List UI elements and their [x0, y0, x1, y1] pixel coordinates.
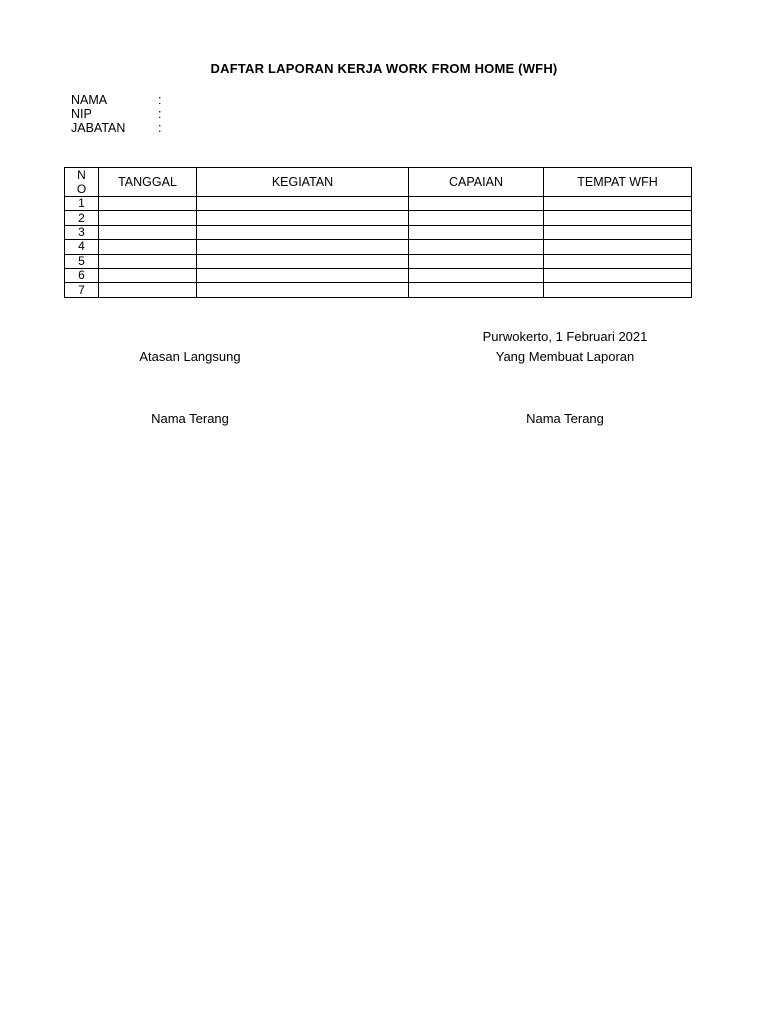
cell-tanggal: [99, 283, 197, 297]
cell-kegiatan: [197, 197, 409, 211]
field-separator: :: [158, 107, 162, 121]
table-row: [65, 268, 692, 282]
cell-capaian: [409, 197, 544, 211]
cell-tanggal: [99, 211, 197, 225]
cell-kegiatan: [197, 240, 409, 254]
field-label-nip: NIP: [71, 107, 92, 121]
cell-tempat-wfh: [544, 268, 692, 282]
table-row: [65, 240, 692, 254]
row-number: 4: [65, 240, 99, 254]
cell-capaian: [409, 254, 544, 268]
cell-kegiatan: [197, 254, 409, 268]
table-row: [65, 211, 692, 225]
field-label-nama: NAMA: [71, 93, 108, 107]
column-header-tempat-wfh: TEMPAT WFH: [544, 168, 692, 197]
cell-tempat-wfh: [544, 197, 692, 211]
column-header-tanggal: TANGGAL: [99, 168, 197, 197]
column-header-no-line1: N: [77, 168, 86, 182]
cell-tempat-wfh: [544, 283, 692, 297]
left-signatory-role: Atasan Langsung: [139, 349, 241, 364]
cell-capaian: [409, 211, 544, 225]
cell-tanggal: [99, 197, 197, 211]
cell-kegiatan: [197, 283, 409, 297]
cell-kegiatan: [197, 225, 409, 239]
field-nama: [71, 94, 271, 107]
cell-tanggal: [99, 268, 197, 282]
field-jabatan: [71, 122, 271, 135]
cell-capaian: [409, 240, 544, 254]
field-nip: [71, 108, 271, 121]
cell-capaian: [409, 268, 544, 282]
cell-tanggal: [99, 225, 197, 239]
cell-tempat-wfh: [544, 254, 692, 268]
document-title: DAFTAR LAPORAN KERJA WORK FROM HOME (WFH): [210, 61, 558, 76]
left-signatory-name: Nama Terang: [151, 411, 229, 426]
cell-tempat-wfh: [544, 211, 692, 225]
cell-tanggal: [99, 254, 197, 268]
cell-capaian: [409, 225, 544, 239]
cell-kegiatan: [197, 268, 409, 282]
table-row: [65, 197, 692, 211]
column-header-no: [65, 168, 99, 197]
field-separator: :: [158, 121, 162, 135]
place-date: Purwokerto, 1 Februari 2021: [482, 329, 648, 344]
table-header-row: [65, 168, 692, 197]
right-signatory-role: Yang Membuat Laporan: [495, 349, 635, 364]
row-number: 7: [65, 283, 99, 297]
row-number: 3: [65, 225, 99, 239]
column-header-kegiatan: KEGIATAN: [197, 168, 409, 197]
row-number: 6: [65, 268, 99, 282]
cell-kegiatan: [197, 211, 409, 225]
table-row: [65, 283, 692, 297]
column-header-capaian: CAPAIAN: [409, 168, 544, 197]
cell-capaian: [409, 283, 544, 297]
column-header-no-line2: O: [76, 182, 87, 196]
row-number: 5: [65, 254, 99, 268]
cell-tanggal: [99, 240, 197, 254]
cell-tempat-wfh: [544, 225, 692, 239]
cell-tempat-wfh: [544, 240, 692, 254]
field-label-jabatan: JABATAN: [71, 121, 126, 135]
table-row: [65, 254, 692, 268]
report-table: [64, 167, 692, 298]
row-number: 2: [65, 211, 99, 225]
row-number: 1: [65, 197, 99, 211]
table-row: [65, 225, 692, 239]
right-signatory-name: Nama Terang: [526, 411, 604, 426]
field-separator: :: [158, 93, 162, 107]
